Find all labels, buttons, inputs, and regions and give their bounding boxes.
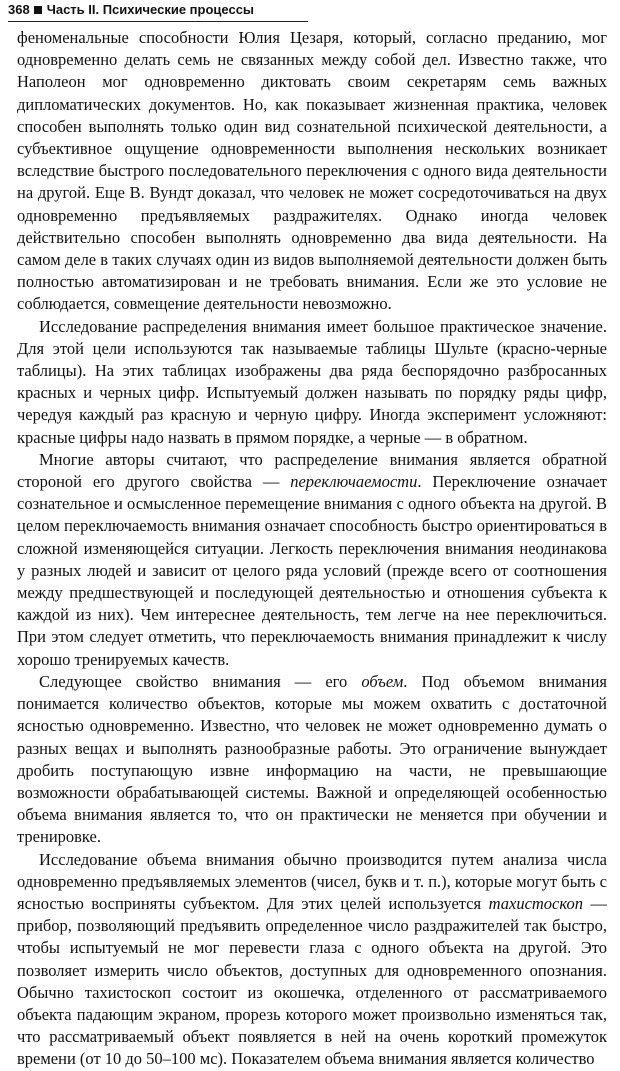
paragraph-text: Следующее свойство внимания — его [39, 671, 362, 691]
term-volume: объем [361, 671, 404, 691]
page-number: 368 [8, 2, 30, 17]
paragraph-3 [17, 449, 607, 671]
header-rule [8, 21, 308, 22]
term-switchability: переключаемости [290, 472, 418, 492]
paragraph-text: Исследование объема внимания обычно производится путем анализа числа одновременно предъявляемых элементов (чисел, букв и т. п.), которые могут быть с ясностью восприняты субъектом. Для этих целей используется [17, 849, 607, 913]
term-tachistoscope: тахистоскоп [488, 893, 583, 913]
paragraph-text: Исследование распределения внимания имеет большое практическое значение. Для этой цели используются так называемые таблицы Шульте (красно-черные таблицы). На этих таблицах изображены два ряда беспорядочно разбросанных красных и черных цифр. Испытуемый должен называть по порядку ряды цифр, чередуя каждый раз красную и черную цифру. Иногда эксперимент усложняют: красные цифры надо назвать в прямом порядке, а черные — в обратном. [17, 316, 607, 447]
section-title: Часть II. Психические процессы [46, 2, 255, 17]
paragraph-text: . Переключение означает сознательное и осмысленное перемещение внимания с одного объекта на другой. В целом переключаемость внимания означает способность быстро ориентироваться в сложной изменяющейся ситуации. Легкость переключения внимания неодинакова у разных людей и зависит от целого ряда условий (прежде всего от соотношения между предшествующей и последующей деятельностью и отношения субъекта к каждой из них). Чем интереснее деятельность, тем легче на нее переключиться. При этом следует отметить, что переключаемость внимания принадлежит к числу хорошо тренируемых качеств. [17, 472, 607, 669]
paragraph-2 [17, 316, 607, 449]
paragraph-1 [17, 27, 607, 316]
paragraph-text: феноменальные способности Юлия Цезаря, который, согласно преданию, мог одновременно делать семь не связанных между собой дел. Известно также, что Наполеон мог одновременно диктовать своим секретарям семь важных дипломатических документов. Но, как показывает жизненная практика, человек способен выполнять только один вид сознательной психической деятельности, а субъективное ощущение одновременности выполнения нескольких возникает вследствие быстрого последовательного переключения с одного вида деятельности на другой. Еще В. Вундт доказал, что человек не может сосредоточиваться на двух одновременно предъявляемых раздражителях. Однако иногда человек действительно способен выполнять одновременно два вида деятельности. На самом деле в таких случаях один из видов выполняемой деятельности должен быть полностью автоматизирован и не требовать внимания. Если же это условие не соблюдается, совмещение деятельности невозможно. [17, 28, 607, 314]
running-header [8, 0, 308, 22]
paragraph-5 [17, 849, 607, 1071]
square-bullet-icon [34, 6, 42, 14]
body-text [17, 27, 607, 1071]
paragraph-text: — прибор, позволяющий предъявить определенное число раздражителей так быстро, чтобы испытуемый не мог перевести глаза с одного объекта на другой. Это позволяет измерить число объектов, доступных для одновременного опознания. Обычно тахистоскоп состоит из окошечка, отделенного от рассматриваемого объекта падающим экраном, прорезь которого может произвольно изменяться так, что рассматриваемый объект появляется в ней на очень короткий промежуток времени (от 10 до 50–100 мс). Показателем объема внимания является количество [17, 893, 607, 1069]
paragraph-text: Многие авторы считают, что распределение внимания является обратной стороной его другого свойства — [17, 449, 607, 492]
paragraph-4 [17, 671, 607, 849]
paragraph-text: . Под объемом внимания понимается количество объектов, которые мы можем охватить с достаточной ясностью одновременно. Известно, что человек не может одновременно думать о разных вещах и выполнять разнообразные работы. Это ограничение вынуждает дробить поступающую извне информацию на части, не превышающие возможности обрабатывающей системы. Важной и определяющей особенностью объема внимания является то, что он практически не меняется при обучении и тренировке. [17, 671, 607, 847]
